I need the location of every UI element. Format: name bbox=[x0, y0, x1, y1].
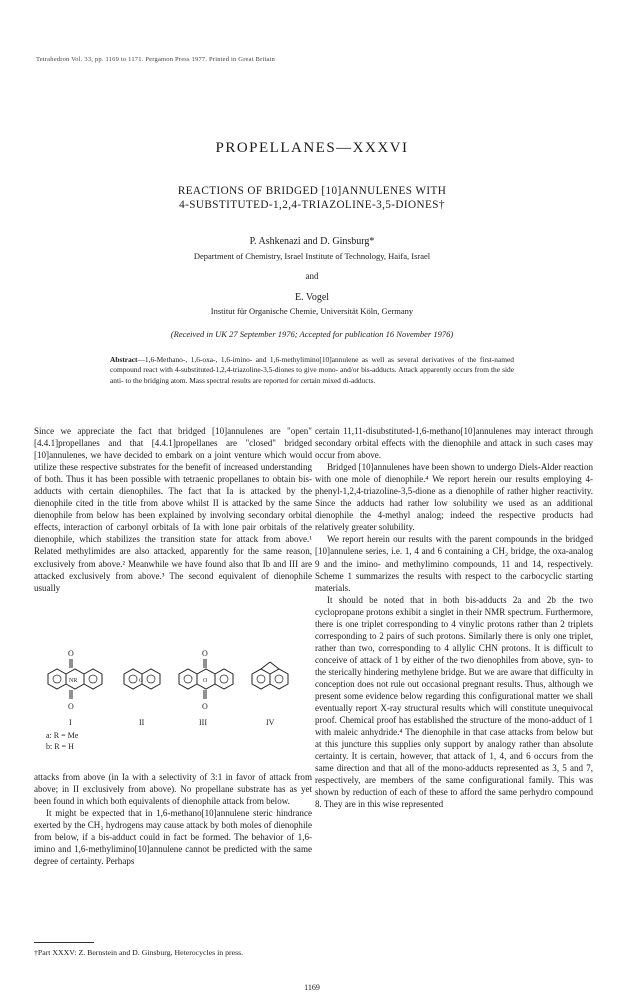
carbonyl-bottom-label-III: O bbox=[202, 702, 208, 711]
abstract bbox=[110, 355, 514, 386]
and-connector: and bbox=[305, 271, 319, 281]
paper-title: PROPELLANES—XXXVI bbox=[215, 140, 409, 156]
structures-scheme bbox=[38, 648, 310, 766]
structure-II bbox=[124, 669, 160, 727]
left-paragraph-3: It might be expected that in 1,6-methano[10]annulene steric hindrance exerted by the CH₂ hydrogens may cause attack by both moles of dienophile from below, if a bis-adduct could in fact be formed. The behavior of 1,6-imino and 1,6-methylimino[10]annulene cannot be predicted with the same degree of certainty. Perhaps bbox=[34, 808, 312, 867]
left-column-top bbox=[34, 425, 312, 594]
right-paragraph-1: certain 11,11-disubstituted-1,6-methano[10]annulenes may interact through secondary orbital effects with the dienophile and attack in such cases may occur from above. bbox=[315, 426, 593, 461]
abstract-label: Abstract bbox=[110, 355, 138, 364]
structure-I bbox=[46, 649, 102, 751]
affiliation-1: Department of Chemistry, Israel Institute of Technology, Haifa, Israel bbox=[193, 251, 431, 261]
right-paragraph-4: It should be noted that in both bis-adducts 2a and 2b the two cyclopropane protons exhibit a singlet in their NMR spectrum. Furthermore, there is one triplet corresponding to 4 vinylic protons rather than 2 triplets corresponding to 2 pairs of such protons. Similarly there is only one triplet, rather than two, corresponding to 4 allylic CHN protons. It is difficult to conceive of attack of 1 by either of the two dienophiles from above, syn- to the sterically hindering methylene bridge. But we are aware that difficulty in conception does not rule out occasional pregnant results. Thus, although we present some evidence below regarding this configurational matter we shall eventually report X-ray structural results which will constitute unequivocal proof. Chemical proof has established the structure of the mono-adduct of 1 with maleic anhydride.⁴ The dienophile in that case attacks from below but at this juncture this supplies only support by analogy rather than absolute certainty. It is certain, however, that attack of 1, 4, and 6 occurs from the same direction and that all of the mono-adducts represented as 3, 5 and 7, respectively, are members of the same configurational family. This was shown by reduction of each of these to afford the same perhydro compound 8. They are in this wise represented bbox=[315, 594, 593, 810]
subtitle-line-1: REACTIONS OF BRIDGED [10]ANNULENES WITH bbox=[177, 185, 447, 197]
oxa-bridge-label: O bbox=[139, 678, 143, 684]
author-2: E. Vogel bbox=[294, 292, 330, 303]
structure-III bbox=[179, 649, 233, 727]
carbonyl-top-label: O bbox=[68, 649, 74, 658]
left-column-bottom bbox=[34, 771, 312, 867]
structure-label-II: II bbox=[139, 718, 145, 727]
journal-header: Tetrahedron Vol. 33, pp. 1169 to 1171. Pergamon Press 1977. Printed in Great Britain bbox=[36, 56, 276, 63]
subtitle-line-2: 4-SUBSTITUTED-1,2,4-TRIAZOLINE-3,5-DIONES† bbox=[179, 199, 445, 211]
carbonyl-top-label-III: O bbox=[202, 649, 208, 658]
affiliation-2: Institut für Organische Chemie, Universität Köln, Germany bbox=[210, 306, 414, 316]
left-paragraph-2: attacks from above (in Ia with a selectivity of 3:1 in favor of attack from above; in II exclusively from above). No propellane substrate has as yet been found in which both equivalents of dienophile attack from below. bbox=[34, 772, 312, 807]
paper-subtitle bbox=[0, 184, 624, 212]
carbonyl-bottom-label: O bbox=[68, 702, 74, 711]
structure-IV bbox=[252, 662, 288, 727]
footnote-divider bbox=[34, 942, 94, 943]
abstract-text: —1,6-Methano-, 1,6-oxa-, 1,6-imino- and 1,6-methylimino[10]annulene as well as several derivatives of the first-named compound react with 4-substituted-1,2,4-triazoline-3,5-diones to give mono- and/or bis-adducts. Attack apparently occurs from the side anti- to the bridging atom. Mass spectral results are reported for certain mixed di-adducts. bbox=[110, 355, 514, 385]
right-column bbox=[315, 425, 593, 811]
received-dates bbox=[0, 329, 624, 339]
hetero-o-label: O bbox=[203, 678, 208, 684]
footnote: †Part XXXV: Z. Bernstein and D. Ginsburg, Heterocycles in press. bbox=[34, 948, 244, 957]
page-number: 1169 bbox=[304, 983, 320, 992]
received-text: (Received in UK 27 September 1976; Accepted for publication 16 November 1976) bbox=[170, 329, 454, 339]
structure-label-IV: IV bbox=[266, 718, 275, 727]
left-paragraph-1: Since we appreciate the fact that bridged [10]annulenes are "open" [4.4.1]propellanes and that [4.4.1]propellanes are "closed" bridged [10]annulenes, we have decided to embark on a joint venture which would utilize these respective substrates for the benefit of increased understanding of both. Thus it has been possible with tetraenic propellanes to obtain bis-adducts with certain dienophiles. The fact that Ia is attacked by the dienophile cited in the title from above whilst II is attacked by the same dienophile from below has been explained by involving secondary orbital effects, interaction of carbonyl orbitals of Ia with lone pair orbitals of the dienophile, which stabilizes the transition state for attack from above.¹ Related methylimides are also attacked, apparently for the same reason, exclusively from above.² Meanwhile we have found also that Ib and III are attacked exclusively from above.³ The second equivalent of dienophile usually bbox=[34, 426, 312, 593]
right-paragraph-3: We report herein our results with the parent compounds in the bridged [10]annulene series, i.e. 1, 4 and 6 containing a CH₂ bridge, the oxa-analog 9 and the imino- and methylimino compounds, 11 and 14, respectively. Scheme 1 summarizes the results with respect to the carbocyclic starting materials. bbox=[315, 534, 593, 593]
substituent-b: b: R = H bbox=[46, 742, 74, 751]
right-paragraph-2: Bridged [10]annulenes have been shown to undergo Diels-Alder reaction with one mole of dienophile.⁴ We report herein our results employing 4-phenyl-1,2,4-triazoline-3,5-dione as a dienophile of rather higher reactivity. Since the adducts had rather low solubility we used as an additional dienophile the 4-methyl analog; indeed the respective products had relatively greater solubility. bbox=[315, 462, 593, 533]
nr-group-label: NR bbox=[69, 678, 78, 684]
structure-label-III: III bbox=[199, 718, 207, 727]
substituent-a: a: R = Me bbox=[46, 731, 79, 740]
structure-label-I: I bbox=[69, 718, 72, 727]
authors: P. Ashkenazi and D. Ginsburg* bbox=[249, 236, 375, 247]
